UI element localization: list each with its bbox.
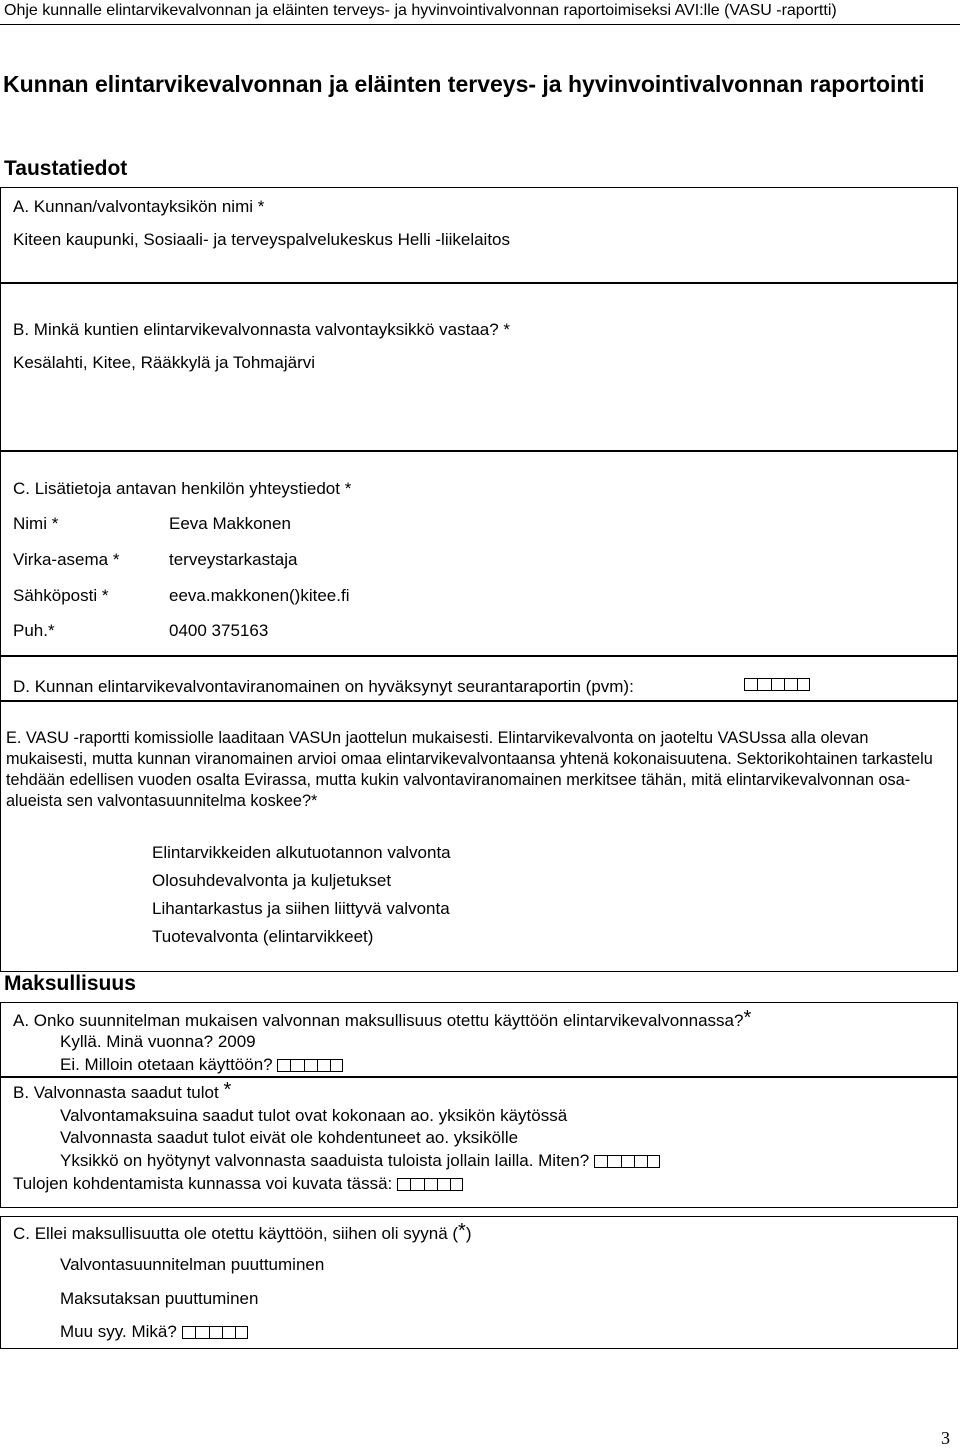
- date-form-field[interactable]: [744, 676, 810, 694]
- maksu-a-no-option[interactable]: Ei. Milloin otetaan käyttöön?: [60, 1055, 273, 1074]
- maksu-a-required-mark: *: [743, 1007, 752, 1029]
- maksu-a-question: [13, 1007, 752, 1031]
- page-number: 3: [941, 1428, 950, 1448]
- contact-phone-value[interactable]: 0400 375163: [169, 621, 269, 640]
- maksu-c-option-1[interactable]: Valvontasuunnitelman puuttuminen: [60, 1255, 325, 1274]
- vasu-option-primary-production[interactable]: Elintarvikkeiden alkutuotannon valvonta: [152, 843, 451, 862]
- maksu-b-label: B. Valvonnasta saadut tulot: [13, 1083, 219, 1102]
- maksu-c-option-3[interactable]: Muu syy. Mikä?: [60, 1322, 177, 1341]
- contact-name-value[interactable]: Eeva Makkonen: [169, 514, 291, 533]
- document-header: Ohje kunnalle elintarvikevalvonnan ja eläinten terveys- ja hyvinvointivalvonnan raportoimiseksi AVI:lle (VASU -raportti): [4, 2, 837, 19]
- field-e-paragraph: E. VASU -raportti komissiolle laaditaan VASUn jaottelun mukaisesti. Elintarvikevalvonta on jaoteltu VASUssa alla olevan mukaisesti, mutta kunnan viranomainen arvioi omaa elintarvikevalvontaansa yhtenä kokonaisuutena. Sektorikohtainen tarkastelu tehdään edellisen vuoden osalta Evirassa, mutta kukin valvontaviranomainen merkitsee tähän, mitä elintarvikevalvonnan osa-alueista sen valvontasuunnitelma koskee?*: [6, 729, 933, 810]
- page-title: Kunnan elintarvikevalvonnan ja eläinten terveys- ja hyvinvointivalvonnan raportointi: [3, 71, 925, 97]
- maksu-b-option-3[interactable]: Yksikkö on hyötynyt valvonnasta saaduista tuloista jollain lailla. Miten?: [60, 1151, 590, 1170]
- maksu-c-option-3-form-field[interactable]: [182, 1326, 248, 1339]
- vasu-option-product-control[interactable]: Tuotevalvonta (elintarvikkeet): [152, 927, 374, 946]
- maksu-b-note: Tulojen kohdentamista kunnassa voi kuvata tässä:: [13, 1174, 393, 1193]
- maksu-a-no-form-field[interactable]: [277, 1059, 343, 1072]
- maksu-c-option-2[interactable]: Maksutaksan puuttuminen: [60, 1289, 259, 1308]
- maksu-a-no-row: [60, 1055, 343, 1075]
- contact-name-label: Nimi *: [13, 514, 59, 533]
- section-heading-maksullisuus: Maksullisuus: [4, 972, 136, 995]
- maksu-b-note-form-field[interactable]: [397, 1178, 463, 1191]
- contact-email-value[interactable]: eeva.makkonen()kitee.fi: [169, 586, 350, 605]
- maksu-b-required-mark: *: [223, 1079, 232, 1101]
- header-divider: [0, 24, 960, 25]
- field-b-label: B. Minkä kuntien elintarvikevalvonnasta valvontayksikkö vastaa? *: [13, 320, 511, 339]
- maksu-b-option-3-row: [60, 1151, 660, 1171]
- maksu-b-option-1[interactable]: Valvontamaksuina saadut tulot ovat kokonaan ao. yksikön käytössä: [60, 1106, 568, 1125]
- maksu-c-label-post: ): [465, 1224, 472, 1243]
- maksu-c-question: [13, 1220, 472, 1244]
- field-a-label: A. Kunnan/valvontayksikön nimi *: [13, 197, 265, 216]
- vasu-option-meat-inspection[interactable]: Lihantarkastus ja siihen liittyvä valvonta: [152, 899, 450, 918]
- maksu-b-option-3-form-field[interactable]: [594, 1155, 660, 1168]
- contact-email-label: Sähköposti *: [13, 586, 109, 605]
- contact-phone-label: Puh.*: [13, 621, 55, 640]
- field-d-label: D. Kunnan elintarvikevalvontaviranomainen on hyväksynyt seurantaraportin (pvm):: [13, 677, 634, 696]
- vasu-option-conditions-transport[interactable]: Olosuhdevalvonta ja kuljetukset: [152, 871, 392, 890]
- maksu-b-note-row: [13, 1174, 463, 1194]
- field-c-label: C. Lisätietoja antavan henkilön yhteystiedot *: [13, 479, 352, 498]
- maksu-b-option-2[interactable]: Valvonnasta saadut tulot eivät ole kohdentuneet ao. yksikölle: [60, 1128, 519, 1147]
- field-b-value[interactable]: Kesälahti, Kitee, Rääkkylä ja Tohmajärvi: [13, 353, 316, 372]
- maksu-c-required-mark: *: [458, 1220, 466, 1242]
- maksu-b-question: [13, 1079, 232, 1103]
- contact-title-label: Virka-asema *: [13, 550, 120, 569]
- maksu-c-option-3-row: [60, 1322, 248, 1342]
- section-heading-taustatiedot: Taustatiedot: [4, 157, 128, 180]
- maksu-c-label-pre: C. Ellei maksullisuutta ole otettu käyttöön, siihen oli syynä (: [13, 1224, 459, 1243]
- maksu-a-yes-option[interactable]: Kyllä. Minä vuonna? 2009: [60, 1032, 256, 1051]
- maksu-a-label: A. Onko suunnitelman mukaisen valvonnan maksullisuus otettu käyttöön elintarvikevalvonnassa?: [13, 1011, 744, 1030]
- field-a-value[interactable]: Kiteen kaupunki, Sosiaali- ja terveyspalvelukeskus Helli -liikelaitos: [13, 230, 511, 249]
- contact-title-value[interactable]: terveystarkastaja: [169, 550, 298, 569]
